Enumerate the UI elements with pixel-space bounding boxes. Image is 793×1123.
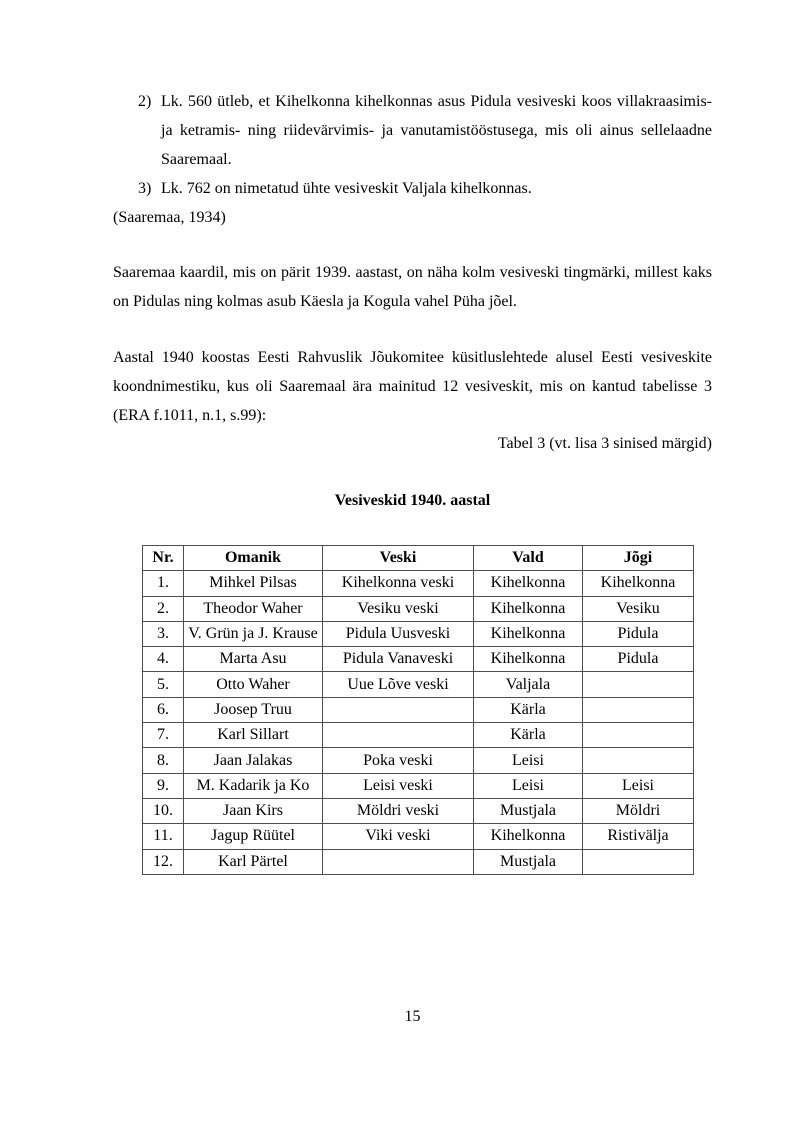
table-header-cell: Veski [323,546,474,571]
table-cell: Marta Asu [184,647,323,672]
table-cell [583,849,694,874]
table-row [143,647,694,672]
table-cell: Jaan Kirs [184,798,323,823]
table-cell: Kihelkonna [474,647,583,672]
table-cell [323,697,474,722]
table-cell: Leisi [474,773,583,798]
table-cell: M. Kadarik ja Ko [184,773,323,798]
table-cell: Vesiku veski [323,596,474,621]
list-item-text: Lk. 762 on nimetatud ühte vesiveskit Valjala kihelkonnas. [161,180,532,197]
table-cell: Leisi [583,773,694,798]
table-cell: 8. [143,748,184,773]
table-cell [583,748,694,773]
table-row [143,596,694,621]
table-row [143,723,694,748]
paragraph-map-1939: Saaremaa kaardil, mis on pärit 1939. aastast, on näha kolm vesiveski tingmärki, millest kaks on Pidulas ning kolmas asub Käesla ja Kogula vahel Püha jõel. [113,264,712,310]
list-item [113,174,712,203]
table-cell: 2. [143,596,184,621]
table-header-cell: Nr. [143,546,184,571]
table-cell: 9. [143,773,184,798]
table-cell: Pidula Uusveski [323,621,474,646]
table-cell: Kihelkonna veski [323,571,474,596]
list-item [113,87,712,174]
table-row [143,849,694,874]
table-header-cell: Jõgi [583,546,694,571]
table-cell: 10. [143,798,184,823]
table-cell: Theodor Waher [184,596,323,621]
table-cell: Mustjala [474,849,583,874]
table-header-cell: Omanik [184,546,323,571]
table-cell: 12. [143,849,184,874]
table-header-cell: Vald [474,546,583,571]
table-row [143,748,694,773]
table-cell [583,697,694,722]
table-cell: Kihelkonna [474,571,583,596]
mills-table [142,545,694,875]
table-cell: Otto Waher [184,672,323,697]
table-cell: Vesiku [583,596,694,621]
table-cell: Leisi [474,748,583,773]
table-cell: Kihelkonna [474,621,583,646]
table-cell: Uue Lõve veski [323,672,474,697]
table-cell: Poka veski [323,748,474,773]
table-cell: Ristivälja [583,824,694,849]
table-cell: 1. [143,571,184,596]
table-cell [583,672,694,697]
table-cell: 5. [143,672,184,697]
table-cell [323,849,474,874]
table-cell: Karl Sillart [184,723,323,748]
table-cell: Möldri [583,798,694,823]
table-cell: 4. [143,647,184,672]
table-row [143,621,694,646]
table-cell: Leisi veski [323,773,474,798]
table-row [143,672,694,697]
table-cell: Karl Pärtel [184,849,323,874]
table-cell: 6. [143,697,184,722]
table-cell: Pidula Vanaveski [323,647,474,672]
table-title: Vesiveskid 1940. aastal [334,492,491,509]
table-cell: Pidula [583,621,694,646]
table-reference-note: Tabel 3 (vt. lisa 3 sinised märgid) [497,435,712,452]
table-cell: 3. [143,621,184,646]
table-cell: Jagup Rüütel [184,824,323,849]
table-header-row [143,546,694,571]
table-cell [583,723,694,748]
table-row [143,571,694,596]
table-cell [323,723,474,748]
list-item-text: Lk. 560 ütleb, et Kihelkonna kihelkonnas asus Pidula vesiveski koos villakraasimis- ja ketramis- ning riidevärvimis- ja vanutamistööstusega, mis oli ainus sellelaadne Saaremaal. [161,93,712,168]
table-cell: Jaan Jalakas [184,748,323,773]
table-cell: Mihkel Pilsas [184,571,323,596]
source-citation: (Saaremaa, 1934) [113,209,226,226]
table-row [143,697,694,722]
table-row [143,824,694,849]
table-row [143,798,694,823]
table-cell: Kihelkonna [474,596,583,621]
table-cell: Mustjala [474,798,583,823]
table-cell: 7. [143,723,184,748]
table-cell: Kärla [474,697,583,722]
page-number: 15 [404,1008,421,1025]
table-cell: Kihelkonna [583,571,694,596]
table-row [143,773,694,798]
table-cell: Kihelkonna [474,824,583,849]
table-cell: Pidula [583,647,694,672]
table-cell: V. Grün ja J. Krause [184,621,323,646]
table-head [143,546,694,571]
table-cell: 11. [143,824,184,849]
table-cell: Kärla [474,723,583,748]
table-cell: Valjala [474,672,583,697]
table-cell: Möldri veski [323,798,474,823]
table-cell: Viki veski [323,824,474,849]
table-cell: Joosep Truu [184,697,323,722]
list-item-number: 2) [138,93,152,110]
list-item-number: 3) [138,180,152,197]
numbered-list [113,87,712,203]
paragraph-survey-1940: Aastal 1940 koostas Eesti Rahvuslik Jõukomitee küsitluslehtede alusel Eesti vesiveskite koondnimestiku, kus oli Saaremaal ära mainitud 12 vesiveskit, mis on kantud tabelisse 3 (ERA f.1011, n.1, s.99): [113,349,712,424]
table-body [143,571,694,875]
